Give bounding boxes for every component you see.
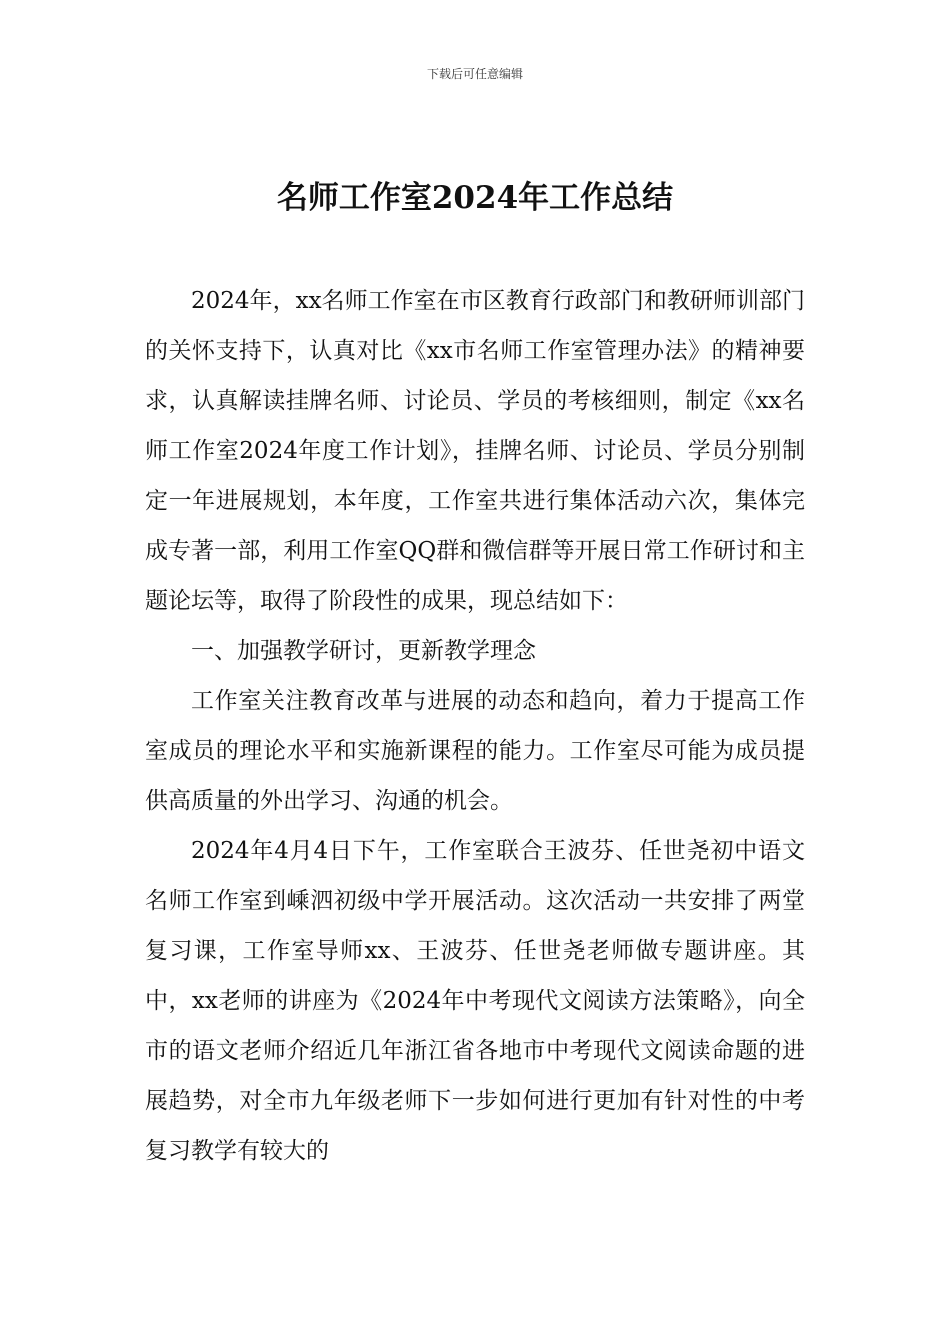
section-heading: 一、加强教学研讨，更新教学理念	[191, 638, 536, 664]
document-title: 名师工作室2024年工作总结	[276, 180, 674, 216]
paragraph-intro: 2024年，xx名师工作室在市区教育行政部门和教研师训部门的关怀支持下，认真对比《xx市名师工作室管理办法》的精神要求，认真解读挂牌名师、讨论员、学员的考核细则，制定《xx名师工作室2024年度工作计划》，挂牌名师、讨论员、学员分别制定一年进展规划，本年度，工作室共进行集体活动六次，集体完成专著一部，利用工作室QQ群和微信群等开展日常工作研讨和主题论坛等，取得了阶段性的成果，现总结如下：	[145, 288, 805, 614]
paragraph-activity: 2024年4月4日下午，工作室联合王波芬、任世尧初中语文名师工作室到嵊泗初级中学开展活动。这次活动一共安排了两堂复习课，工作室导师xx、王波芬、任世尧老师做专题讲座。其中，xx老师的讲座为《2024年中考现代文阅读方法策略》，向全市的语文老师介绍近几年浙江省各地市中考现代文阅读命题的进展趋势，对全市九年级老师下一步如何进行更加有针对性的中考复习教学有较大的	[145, 838, 805, 1164]
header-note: 下载后可任意编辑	[426, 67, 523, 81]
document-body	[145, 276, 805, 1176]
paragraph-research: 工作室关注教育改革与进展的动态和趋向，着力于提高工作室成员的理论水平和实施新课程的能力。工作室尽可能为成员提供高质量的外出学习、沟通的机会。	[145, 688, 805, 814]
